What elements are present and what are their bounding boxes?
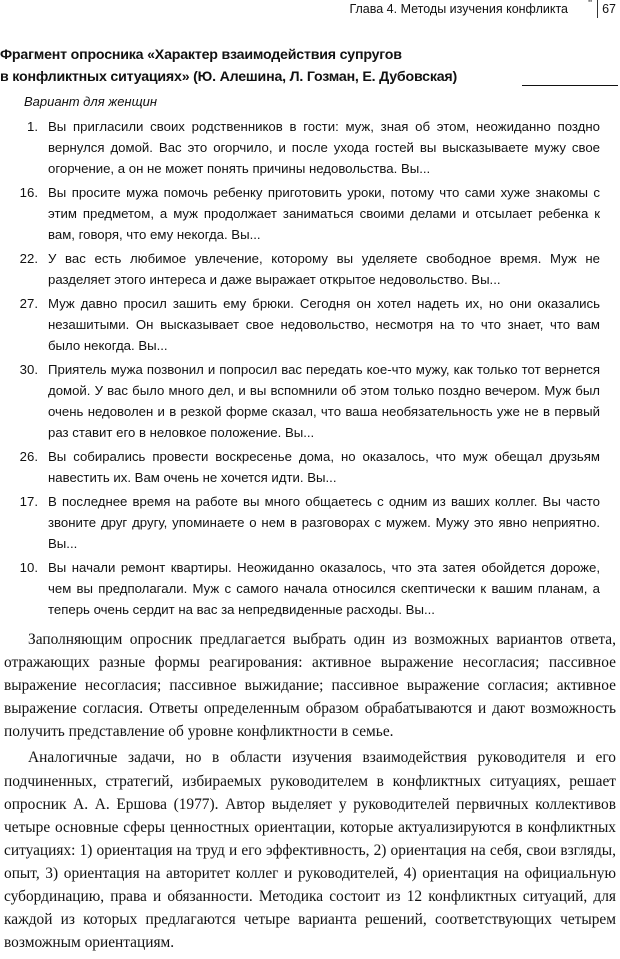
variant-label: Вариант для женщин [24,94,158,109]
body-text [4,628,616,957]
list-item [0,491,600,554]
question-text: Вы начали ремонт квартиры. Неожиданно оказалось, что эта затея обойдется дороже, чем вы предполагали. Муж с самого начала относился скептически к вашим планам, а теперь очень сердит на вас за непредвиденные расходы. Вы... [48,560,600,617]
paragraph: Заполняющим опросник предлагается выбрать один из возможных вариантов ответа, отражающих разные формы реагирования: активное выражение несогласия; пассивное выражение несогласия; пассивное выжидание; пассивное выражение согласия; активное выражение согласия. Ответы определенным образом обрабатываются и дают возможность получить представление об уровне конфликтности в семье. [4,631,616,741]
section-title-line-2-text: в конфликтных ситуациях» (Ю. Алешина, Л. Гозман, Е. Дубовская) [0,69,458,85]
header-separator [597,0,598,18]
section-title [0,44,620,88]
list-item [0,359,600,443]
chapter-title: Глава 4. Методы изучения конфликта [349,2,568,16]
question-text: Приятель мужа позвонил и попросил вас передать кое-что мужу, как только тот вернется домой. У вас было много дел, и вы вспомнили об этом только поздно вечером. Муж был очень недоволен и в резкой форме сказал, что ваша необязательность уже не в первый раз ставит его в неловкое положение. Вы... [48,362,600,440]
question-number: 1. [27,119,38,134]
question-text: У вас есть любимое увлечение, которому вы уделяете свободное время. Муж не разделяет этого интереса и даже выражает открытое недовольство. Вы... [48,251,600,287]
question-number: 27. [19,296,38,311]
section-title-line-2 [0,66,620,88]
question-text: Вы собирались провести воскресенье дома, но оказалось, что муж обещал друзьям навестить их. Вам очень не хочется идти. Вы... [48,449,600,485]
question-text: В последнее время на работе вы много общаетесь с одним из ваших коллег. Вы часто звоните друг другу, упоминаете о нем в разговорах с мужем. Мужу это явно неприятно. Вы... [48,494,600,551]
question-list [0,116,620,623]
list-item [0,116,600,179]
list-item [0,557,600,620]
question-text: Вы просите мужа помочь ребенку приготовить уроки, потому что сами хуже знакомы с этим предметом, а муж продолжает заниматься своими делами и отсылает ребенка к вам, говоря, что ему некогда. Вы... [48,185,600,242]
title-underline [522,85,618,86]
question-number: 16. [19,185,38,200]
question-number: 22. [19,251,38,266]
question-number: 26. [19,449,38,464]
list-item [0,248,600,290]
list-item [0,293,600,356]
paragraph: Аналогичные задачи, но в области изучения взаимодействия руководителя и его подчиненных, стратегий, избираемых руководителем в конфликтных ситуациях, решает опросник А. А. Ершова (1977). Автор выделяет у руководителей первичных коллективов четыре основные сферы ценностных ориентации, которые актуализируются в конфликтных ситуациях: 1) ориентация на труд и его эффективность, 2) ориентация на себя, свои взгляды, опыт, 3) ориентация на авторитет коллег и руководителей, 4) ориентация на официальную субординацию, права и обязанности. Методика состоит из 12 конфликтных ситуаций, для каждой из которых предлагаются четыре варианта решений, соответствующих четырем возможным ориентациям. [4,749,616,952]
question-number: 30. [19,362,38,377]
question-text: Муж давно просил зашить ему брюки. Сегодня он хотел надеть их, но они оказались незашитыми. Он высказывает свое недовольство, несмотря на то что знает, что вам было некогда. Вы... [48,296,600,353]
running-header [0,2,620,20]
header-mark: " [588,0,592,10]
section-title-line-1: Фрагмент опросника «Характер взаимодействия супругов [0,47,402,63]
question-number: 10. [19,560,38,575]
question-text: Вы пригласили своих родственников в гости: муж, зная об этом, неожиданно поздно вернулся домой. Вас это огорчило, и после ухода гостей вы высказываете мужу свое огорчение, а он не может понять причины недовольства. Вы... [48,119,600,176]
page-number: 67 [602,2,616,16]
question-number: 17. [19,494,38,509]
list-item [0,182,600,245]
list-item [0,446,600,488]
